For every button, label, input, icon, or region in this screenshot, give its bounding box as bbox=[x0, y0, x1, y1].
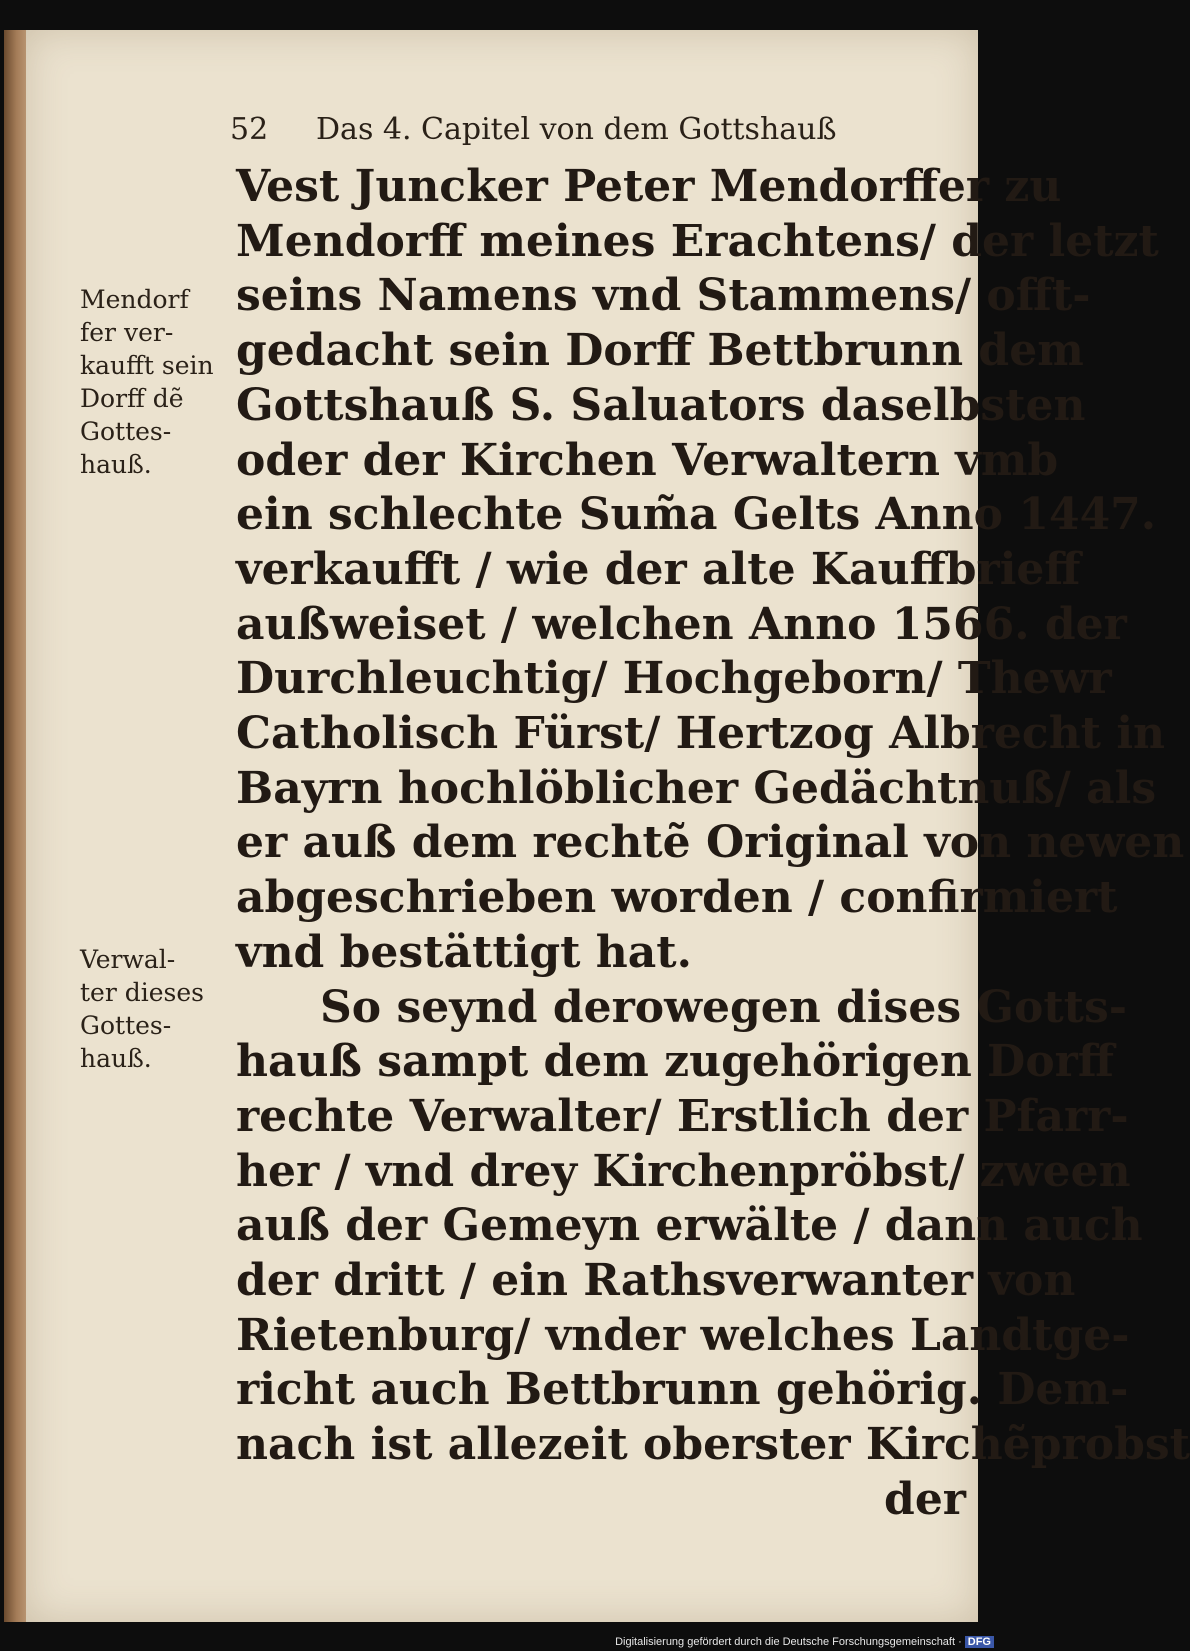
text-line: außweiset / welchen Anno 1566. der bbox=[236, 598, 1127, 650]
margin-note-line: ter dieses bbox=[80, 978, 204, 1007]
text-line: vnd bestättigt hat. bbox=[236, 926, 692, 978]
margin-note-verwalter bbox=[80, 943, 230, 1075]
text-line: her / vnd drey Kirchenpröbst/ zween bbox=[236, 1145, 1131, 1197]
text-line: oder der Kirchen Verwaltern vmb bbox=[236, 434, 1059, 486]
margin-note-line: hauß. bbox=[80, 450, 152, 479]
text-line: Bayrn hochlöblicher Gedächtnuß/ als bbox=[236, 762, 1157, 814]
margin-note-line: Gottes- bbox=[80, 417, 172, 446]
margin-note-line: Gottes- bbox=[80, 1011, 172, 1040]
text-line: der dritt / ein Rathsverwanter von bbox=[236, 1255, 1076, 1307]
margin-note-line: Verwal- bbox=[80, 945, 176, 974]
text-line: abgeschrieben worden / confirmiert bbox=[236, 872, 1118, 924]
text-line: auß der Gemeyn erwälte / dann auch bbox=[236, 1200, 1143, 1252]
text-line: richt auch Bettbrunn gehörig. Dem- bbox=[236, 1364, 1129, 1416]
digitization-footer bbox=[615, 1636, 994, 1648]
text-line: nach ist allezeit oberster Kirchẽprobst bbox=[236, 1419, 1190, 1471]
text-line: Durchleuchtig/ Hochgeborn/ Thewr bbox=[236, 653, 1112, 705]
dfg-logo: DFG bbox=[965, 1636, 994, 1648]
catchword: der bbox=[884, 1473, 966, 1525]
text-line: Catholisch Fürst/ Hertzog Albrecht in bbox=[236, 708, 1166, 760]
text-line: er auß dem rechtẽ Original von newen bbox=[236, 817, 1185, 869]
text-line: gedacht sein Dorff Bettbrunn dem bbox=[236, 325, 1084, 377]
text-line: hauß sampt dem zugehörigen Dorff bbox=[236, 1036, 1114, 1088]
text-line: Mendorff meines Erachtens/ der letzt bbox=[236, 215, 1159, 267]
page-number: 52 bbox=[230, 112, 269, 147]
text-line: rechte Verwalter/ Erstlich der Pfarr- bbox=[236, 1090, 1129, 1142]
text-line: Vest Juncker Peter Mendorffer zu bbox=[236, 161, 1062, 212]
margin-note-mendorffer bbox=[80, 283, 230, 481]
page-header bbox=[230, 112, 837, 147]
text-line: Gottshauß S. Saluators daselbsten bbox=[236, 379, 1086, 431]
text-line: Rietenburg/ vnder welches Landtge- bbox=[236, 1309, 1130, 1361]
running-title: Das 4. Capitel von dem Gottshauß bbox=[316, 112, 837, 147]
text-line-paragraph-start: So seynd derowegen dises Gotts- bbox=[320, 981, 1128, 1033]
text-line: seins Namens vnd Stammens/ offt- bbox=[236, 270, 1091, 322]
margin-note-line: fer ver- bbox=[80, 318, 174, 347]
text-line: ein schlechte Sum̃a Gelts Anno 1447. bbox=[236, 489, 1157, 541]
margin-note-line: Dorff dẽ bbox=[80, 384, 184, 413]
body-text bbox=[236, 160, 1190, 1528]
text-line: verkaufft / wie der alte Kauffbrieff bbox=[236, 543, 1081, 595]
footer-credit: Digitalisierung gefördert durch die Deutsche Forschungsgemeinschaft · bbox=[615, 1636, 962, 1648]
margin-note-line: kaufft sein bbox=[80, 351, 214, 380]
margin-note-line: Mendorf bbox=[80, 285, 189, 314]
margin-note-line: hauß. bbox=[80, 1044, 152, 1073]
